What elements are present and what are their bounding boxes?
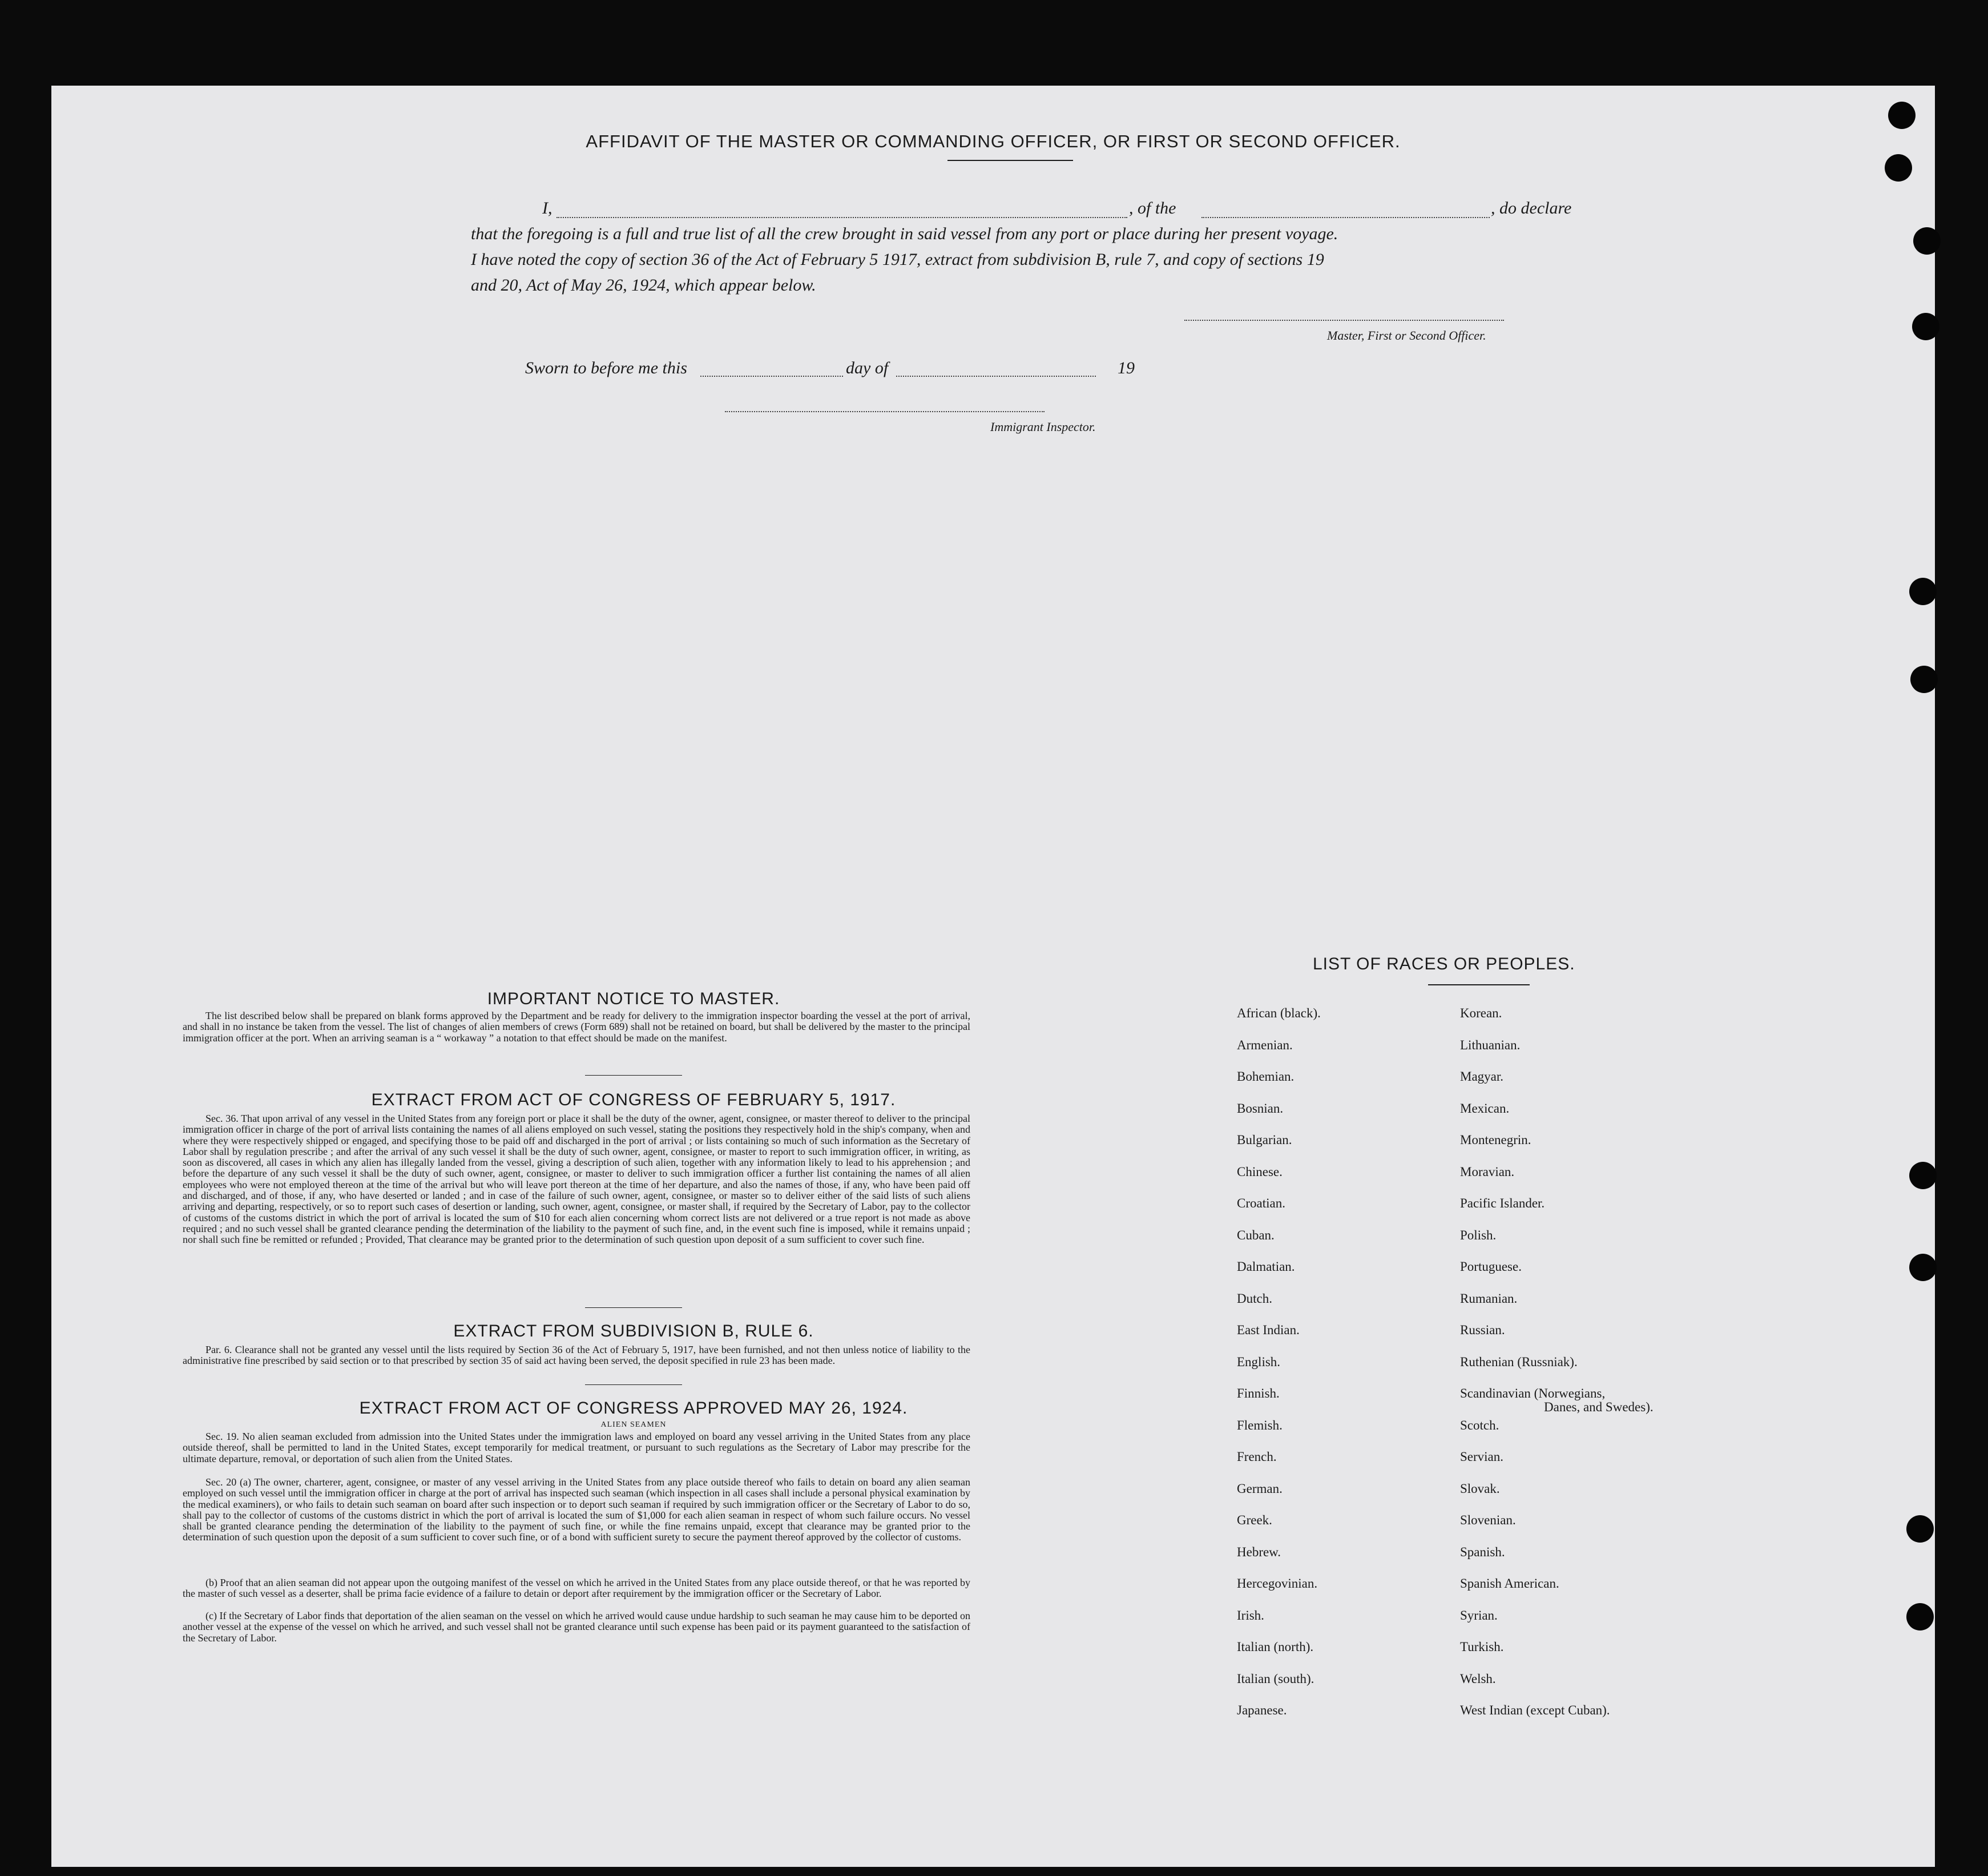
race-item: Ruthenian (Russniak). — [1460, 1354, 1578, 1369]
affidavit-i: I, — [542, 199, 553, 218]
punch-hole — [1909, 1162, 1937, 1189]
alien-seamen-subtitle: ALIEN SEAMEN — [600, 1420, 667, 1429]
sworn-prefix: Sworn to before me this — [525, 359, 687, 377]
race-item: Korean. — [1460, 1006, 1502, 1020]
divider-1 — [585, 1075, 682, 1076]
race-item: Lithuanian. — [1460, 1037, 1521, 1052]
affidavit-line-3: I have noted the copy of section 36 of the Act of February 5 1917, extract from subdivision B, rule 7, and copy of sections 19 — [471, 250, 1324, 269]
race-item: Montenegrin. — [1460, 1133, 1531, 1147]
vessel-blank[interactable] — [1201, 217, 1490, 218]
race-item: Slovenian. — [1460, 1513, 1516, 1527]
race-item: Mexican. — [1460, 1101, 1510, 1116]
name-blank[interactable] — [557, 217, 1127, 218]
race-item: Turkish. — [1460, 1640, 1504, 1654]
rule6-title: EXTRACT FROM SUBDIVISION B, RULE 6. — [453, 1322, 814, 1340]
race-scandinavian-continued: Danes, and Swedes). — [1544, 1400, 1654, 1414]
form-sheet — [51, 86, 1935, 1867]
race-item: Slovak. — [1460, 1481, 1500, 1496]
race-item: Flemish. — [1237, 1418, 1283, 1432]
race-item: Portuguese. — [1460, 1259, 1522, 1274]
sworn-year: 19 — [1118, 359, 1135, 377]
race-item: Syrian. — [1460, 1608, 1498, 1623]
race-item: Dalmatian. — [1237, 1259, 1295, 1274]
race-item: African (black). — [1237, 1006, 1321, 1020]
race-item: Hebrew. — [1237, 1544, 1281, 1559]
sworn-month-blank[interactable] — [896, 376, 1096, 377]
race-item: Magyar. — [1460, 1069, 1504, 1084]
extract-1924-title: EXTRACT FROM ACT OF CONGRESS APPROVED MAY 26, 1924. — [359, 1399, 908, 1418]
affidavit-title: AFFIDAVIT OF THE MASTER OR COMMANDING OFFICER, OR FIRST OR SECOND OFFICER. — [586, 131, 1401, 151]
race-item: East Indian. — [1237, 1323, 1300, 1337]
race-item: Bohemian. — [1237, 1069, 1295, 1084]
sworn-day-of: day of — [846, 359, 889, 377]
affidavit-line-4: and 20, Act of May 26, 1924, which appear below. — [471, 276, 816, 295]
race-item: Bulgarian. — [1237, 1133, 1292, 1147]
race-item: Japanese. — [1237, 1703, 1287, 1717]
race-item: Italian (south). — [1237, 1671, 1314, 1686]
race-item: West Indian (except Cuban). — [1460, 1703, 1610, 1717]
sec-20a-text: Sec. 20 (a) The owner, charterer, agent, consignee, or master of any vessel arriving in the United States from any place outside thereof who fails to detain on board any alien seaman employed on such vessel until the immigration officer in charge at the port of arrival has inspected such seaman (which inspection in all cases shall include a personal physical examination by the medical examiners), or who fails to detain such seaman on board after such inspection or to deport such seaman if required by such immigration officer or the Secretary of Labor to do so, shall pay to the collector of customs of the customs district in which the port of arrival is located the sum of $1,000 for each alien seaman in respect of whom such failure occurs. No vessel shall be granted clearance pending the determination of the liability to the payment of such fine, or while the fine remains unpaid, except that clearance may be granted prior to the determination of such question upon the deposit of a sum sufficient to cover such fine, or of a bond with sufficient surety to secure the payment thereof approved by the collector of customs. — [183, 1476, 970, 1543]
punch-hole — [1906, 1515, 1934, 1543]
affidavit-of-the: , of the — [1129, 199, 1176, 218]
punch-hole — [1885, 154, 1912, 182]
race-item: Croatian. — [1237, 1196, 1285, 1210]
race-item: Spanish American. — [1460, 1576, 1559, 1591]
race-item: Cuban. — [1237, 1227, 1275, 1242]
race-item: Greek. — [1237, 1513, 1272, 1527]
master-signature-line[interactable] — [1184, 320, 1504, 321]
race-item: English. — [1237, 1354, 1281, 1369]
punch-hole — [1909, 578, 1937, 605]
race-item: Spanish. — [1460, 1544, 1505, 1559]
race-item: Italian (north). — [1237, 1640, 1314, 1654]
punch-hole — [1909, 1254, 1937, 1281]
sworn-day-blank[interactable] — [700, 376, 843, 377]
race-item: Polish. — [1460, 1227, 1497, 1242]
extract-1917-text: Sec. 36. That upon arrival of any vessel in the United States from any foreign port or place it shall be the duty of the owner, agent, consignee, or master thereof to deliver to the principal immigration officer in charge of the port of arrival lists containing the names of all aliens employed on such vessel, stating the positions they respectively hold in the ship's company, when and where they were respectively shipped or engaged, and specifying those to be paid off and discharged in the port of arrival ; or lists containing so much of such information as the Secretary of Labor shall by regulation prescribe ; and after the arrival of any such vessel it shall be the duty of such owner, agent, consignee, or master to report to such immigration officer, in writing, as soon as discovered, all cases in which any alien has illegally landed from the vessel, giving a description of such alien, together with any information likely to lead to his apprehension ; and before the departure of any such vessel it shall be the duty of such owner, agent, consignee, or master to deliver to such immigration officer a further list containing the names of all alien employees who were not employed thereon at the time of the arrival but who will leave port thereon at the time of her departure, and also the names of those, if any, who have been paid off and discharged, and of those, if any, who have deserted or landed ; and in case of the failure of such owner, agent, consignee, or master so to deliver either of the said lists of such aliens arriving and departing, respectively, or so to report such cases of desertion or landing, such owner, agent, consignee, or master shall, if required by the Secretary of Labor, pay to the collector of customs of the customs district in which the port of arrival is located the sum of $10 for each alien concerning whom correct lists are not delivered or a true report is not made as above required ; and no such vessel shall be granted clearance pending the determination of the liability to the payment of such fine, and, in the event such fine is imposed, while it remains unpaid ; nor shall such fine be remitted or refunded ; Provided, That clearance may be granted prior to the determination of such question upon deposit of a sum sufficient to cover such fine. — [183, 1113, 970, 1246]
sec-20c-text: (c) If the Secretary of Labor finds that deportation of the alien seaman on the vessel on which he arrived would cause undue hardship to such seaman he may cause him to be deported on another vessel at the expense of the vessel on which he arrived, and such vessel shall not be granted clearance until such expense has been paid or its payment guaranteed to the satisfaction of the Secretary of Labor. — [183, 1610, 970, 1644]
inspector-caption: Immigrant Inspector. — [990, 420, 1096, 434]
race-item: Russian. — [1460, 1323, 1505, 1337]
extract-1917-title: EXTRACT FROM ACT OF CONGRESS OF FEBRUARY 5, 1917. — [371, 1090, 896, 1109]
race-item: Rumanian. — [1460, 1291, 1518, 1306]
race-item: Finnish. — [1237, 1386, 1280, 1400]
races-underline — [1428, 984, 1530, 985]
title-underline — [947, 160, 1073, 161]
notice-text: The list described below shall be prepared on blank forms approved by the Department and be ready for delivery to the immigration inspector boarding the vessel at the port of arrival, and shall in no instance be taken from the vessel. The list of changes of alien members of crews (Form 689) shall not be retained on board, but shall be delivered by the master to the principal immigration officer at the port. When an arriving seaman is a “ workaway ” a notation to that effect should be made on the manifest. — [183, 1010, 970, 1044]
divider-3 — [585, 1384, 682, 1385]
punch-hole — [1913, 227, 1941, 255]
sec-20b-text: (b) Proof that an alien seaman did not appear upon the outgoing manifest of the vessel on which he arrived in the United States from any place outside thereof, or that he was reported by the master of such vessel as a deserter, shall be prima facie evidence of a failure to detain or deport after requirement by the immigration officer or the Secretary of Labor. — [183, 1577, 970, 1600]
affidavit-line-2: that the foregoing is a full and true list of all the crew brought in said vessel from any port or place during her present voyage. — [471, 224, 1338, 243]
divider-2 — [585, 1307, 682, 1308]
race-item: Bosnian. — [1237, 1101, 1284, 1116]
race-item: Chinese. — [1237, 1164, 1283, 1179]
notice-title: IMPORTANT NOTICE TO MASTER. — [487, 989, 780, 1008]
race-item: Dutch. — [1237, 1291, 1272, 1306]
race-item: Armenian. — [1237, 1037, 1293, 1052]
punch-hole — [1910, 666, 1938, 693]
race-item: French. — [1237, 1450, 1277, 1464]
sec-19-text: Sec. 19. No alien seaman excluded from admission into the United States under the immigration laws and employed on board any vessel arriving in the United States from any place outside thereof, shall be permitted to land in the United States, except temporarily for medical treatment, or pursuant to such regulations as the Secretary of Labor may prescribe for the ultimate departure, removal, or deportation of such alien from the United States. — [183, 1431, 970, 1464]
race-item: Hercegovinian. — [1237, 1576, 1318, 1591]
inspector-signature-line[interactable] — [725, 411, 1045, 412]
master-caption: Master, First or Second Officer. — [1327, 328, 1486, 343]
race-item: German. — [1237, 1481, 1283, 1496]
race-item: Moravian. — [1460, 1164, 1515, 1179]
race-item: Irish. — [1237, 1608, 1264, 1623]
race-item: Servian. — [1460, 1450, 1504, 1464]
race-item: Scandinavian (Norwegians, — [1460, 1386, 1606, 1400]
punch-hole — [1888, 102, 1916, 129]
punch-hole — [1912, 313, 1939, 340]
race-item: Scotch. — [1460, 1418, 1499, 1432]
races-title: LIST OF RACES OR PEOPLES. — [1313, 955, 1575, 973]
affidavit-declare: , do declare — [1491, 199, 1572, 218]
punch-hole — [1906, 1603, 1934, 1631]
race-item: Pacific Islander. — [1460, 1196, 1545, 1210]
rule6-text: Par. 6. Clearance shall not be granted any vessel until the lists required by Section 36 of the Act of February 5, 1917, have been furnished, and not then unless notice of liability to the administrative fine prescribed by said section or to that prescribed by section 35 of said act having been served, the deposit specified in rule 23 has been made. — [183, 1344, 970, 1367]
race-item: Welsh. — [1460, 1671, 1496, 1686]
